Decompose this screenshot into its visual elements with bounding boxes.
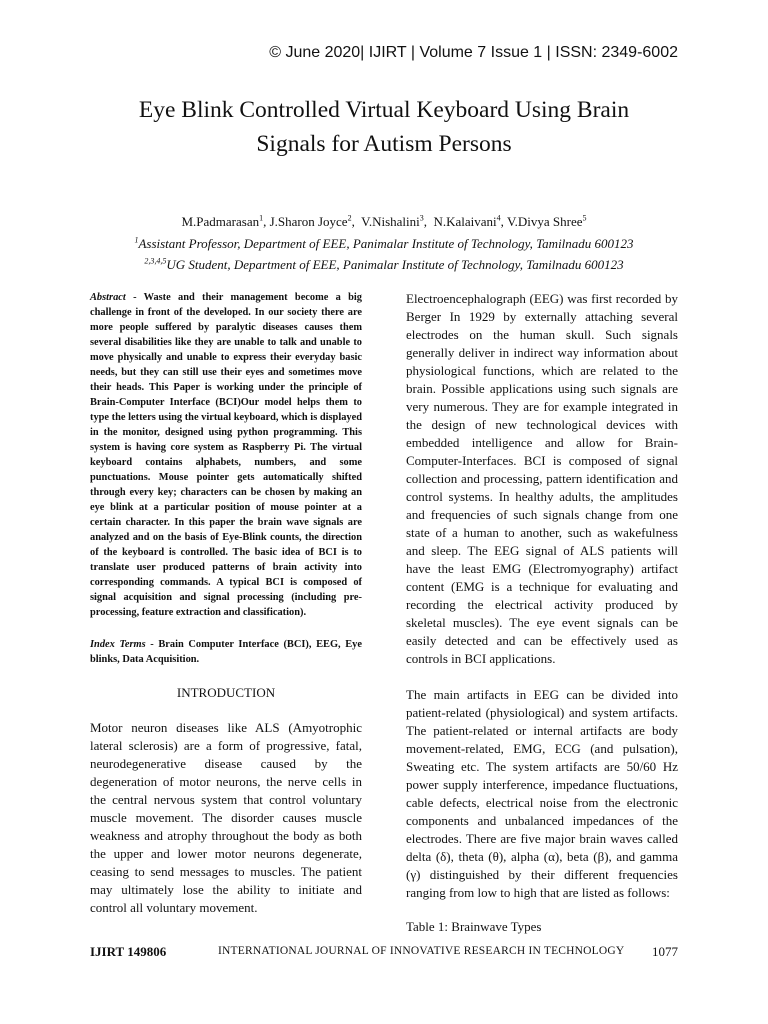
left-column (90, 290, 362, 917)
introduction-heading: INTRODUCTION (176, 685, 276, 700)
author: J.Sharon Joyce$^2$ (269, 213, 352, 229)
paper-title-line-1: Eye Blink Controlled Virtual Keyboard Using Brain (138, 97, 630, 123)
author: V.Divya Shree$^5$ (506, 213, 587, 229)
table-caption: Table 1: Brainwave Types (406, 919, 542, 934)
index-terms-label: Index Terms (90, 639, 146, 650)
author: M.Padmarasan$^1$ (181, 213, 264, 229)
page-number: 1077 (652, 944, 678, 959)
abstract (90, 290, 362, 620)
footer-journal-name: INTERNATIONAL JOURNAL OF INNOVATIVE RESEARCH IN TECHNOLOGY (218, 945, 625, 957)
paper-title-line-2: Signals for Autism Persons (256, 131, 512, 157)
affiliation-1: $^1$Assistant Professor, Department of EEE, Panimalar Institute of Technology, Tamilnadu 600123 (134, 235, 634, 251)
journal-issue-header: © June 2020| IJIRT | Volume 7 Issue 1 | ISSN: 2349-6002 (269, 44, 678, 61)
right-column (406, 290, 678, 936)
affiliation-2: $^{2,3,4,5}$UG Student, Department of EEE, Panimalar Institute of Technology, Tamilnadu 600123 (144, 256, 624, 272)
paper-title (0, 93, 768, 161)
index-terms (90, 637, 362, 667)
author: V.Nishalini$^3$ (361, 213, 424, 229)
page-footer (90, 944, 678, 964)
index-terms-text: - Brain Computer Interface (BCI), EEG, Eye blinks, Data Acquisition. (90, 639, 362, 665)
author: N.Kalaivani$^4$ (433, 213, 501, 229)
author-list: M.Padmarasan$^1$, J.Sharon Joyce$^2$, V.Nishalini$^3$, N.Kalaivani$^4$, V.Divya Shree$^5$ (181, 213, 587, 229)
introduction-paragraph: Motor neuron diseases like ALS (Amyotrophic lateral sclerosis) are a form of progressive, fatal, neurodegenerative disease caused by the degeneration of motor neurons, the nerve cells in the central nervous system that control voluntary muscle movement. The disorder causes muscle weakness and atrophy throughout the body as both the upper and lower motor neurons degenerate, ceasing to send messages to muscles. The patient may ultimately lose the ability to initiate and control all voluntary movement. (90, 720, 362, 915)
eeg-paragraph: Electroencephalograph (EEG) was first recorded by Berger In 1929 by externally attaching several electrodes on the human skull. Such signals generally deliver in indirect way information about physiological functions, which are related to the brain. Possible applications using such signals are very numerous. They are for example integrated in the design of new technological devices with embedded intelligence and allow for Brain-Computer-Interfaces. BCI is composed of signal collection and processing, pattern identification and control systems. In healthy adults, the amplitudes and frequencies of such signals change from one state of a human to another, such as wakefulness and sleep. The EEG signal of ALS patients will have the least EMG (Electromyography) artifact content (EMG is a technique for evaluating and recording the electrical activity produced by skeletal muscles). The eye event signals can be easily detected and can be effectively used as controls in BCI applications. (406, 291, 678, 666)
abstract-text: - Waste and their management become a big challenge in front of the developed. In our society there are more people suffered by paralytic diseases causes them several disabilities like they are unable to talk and unable to move physically and unable to express their everyday basic needs, but they can still use their eyes and sometimes move their heads. This Paper is working under the principle of Brain-Computer Interface (BCI)Our model helps them to type the letters using the virtual keyboard, which is displayed in the monitor, designed using python programming. This system is having core system as Raspberry Pi. The virtual keyboard contains alphabets, numbers, and some punctuations. Mouse pointer gets automatically shifted through every key; characters can be chosen by making an eye blink at a particular position of mouse pointer at a certain character. In this paper the brain wave signals are analyzed and on the basis of Eye-Blink counts, the direction of the keyboard is controlled. The basic idea of BCI is to translate user produced patterns of brain activity into corresponding commands. A typical BCI is composed of signal acquisition and signal processing (including pre-processing, feature extraction and classification). (90, 292, 362, 618)
footer-journal-id: IJIRT 149806 (90, 944, 167, 959)
artifacts-paragraph: The main artifacts in EEG can be divided into patient-related (physiological) and system artifacts. The patient-related or internal artifacts are body movement-related, EMG, ECG (and pulsation), Sweating etc. The system artifacts are 50/60 Hz power supply interference, impedance fluctuations, cable defects, electrical noise from the electronic components and unbalanced impedances of the electrodes. There are five major brain waves called delta (δ), theta (θ), alpha (α), beta (β), and gamma (γ) distinguished by their different frequencies ranging from low to high that are listed as follows: (406, 687, 678, 900)
abstract-label: Abstract (90, 292, 126, 303)
